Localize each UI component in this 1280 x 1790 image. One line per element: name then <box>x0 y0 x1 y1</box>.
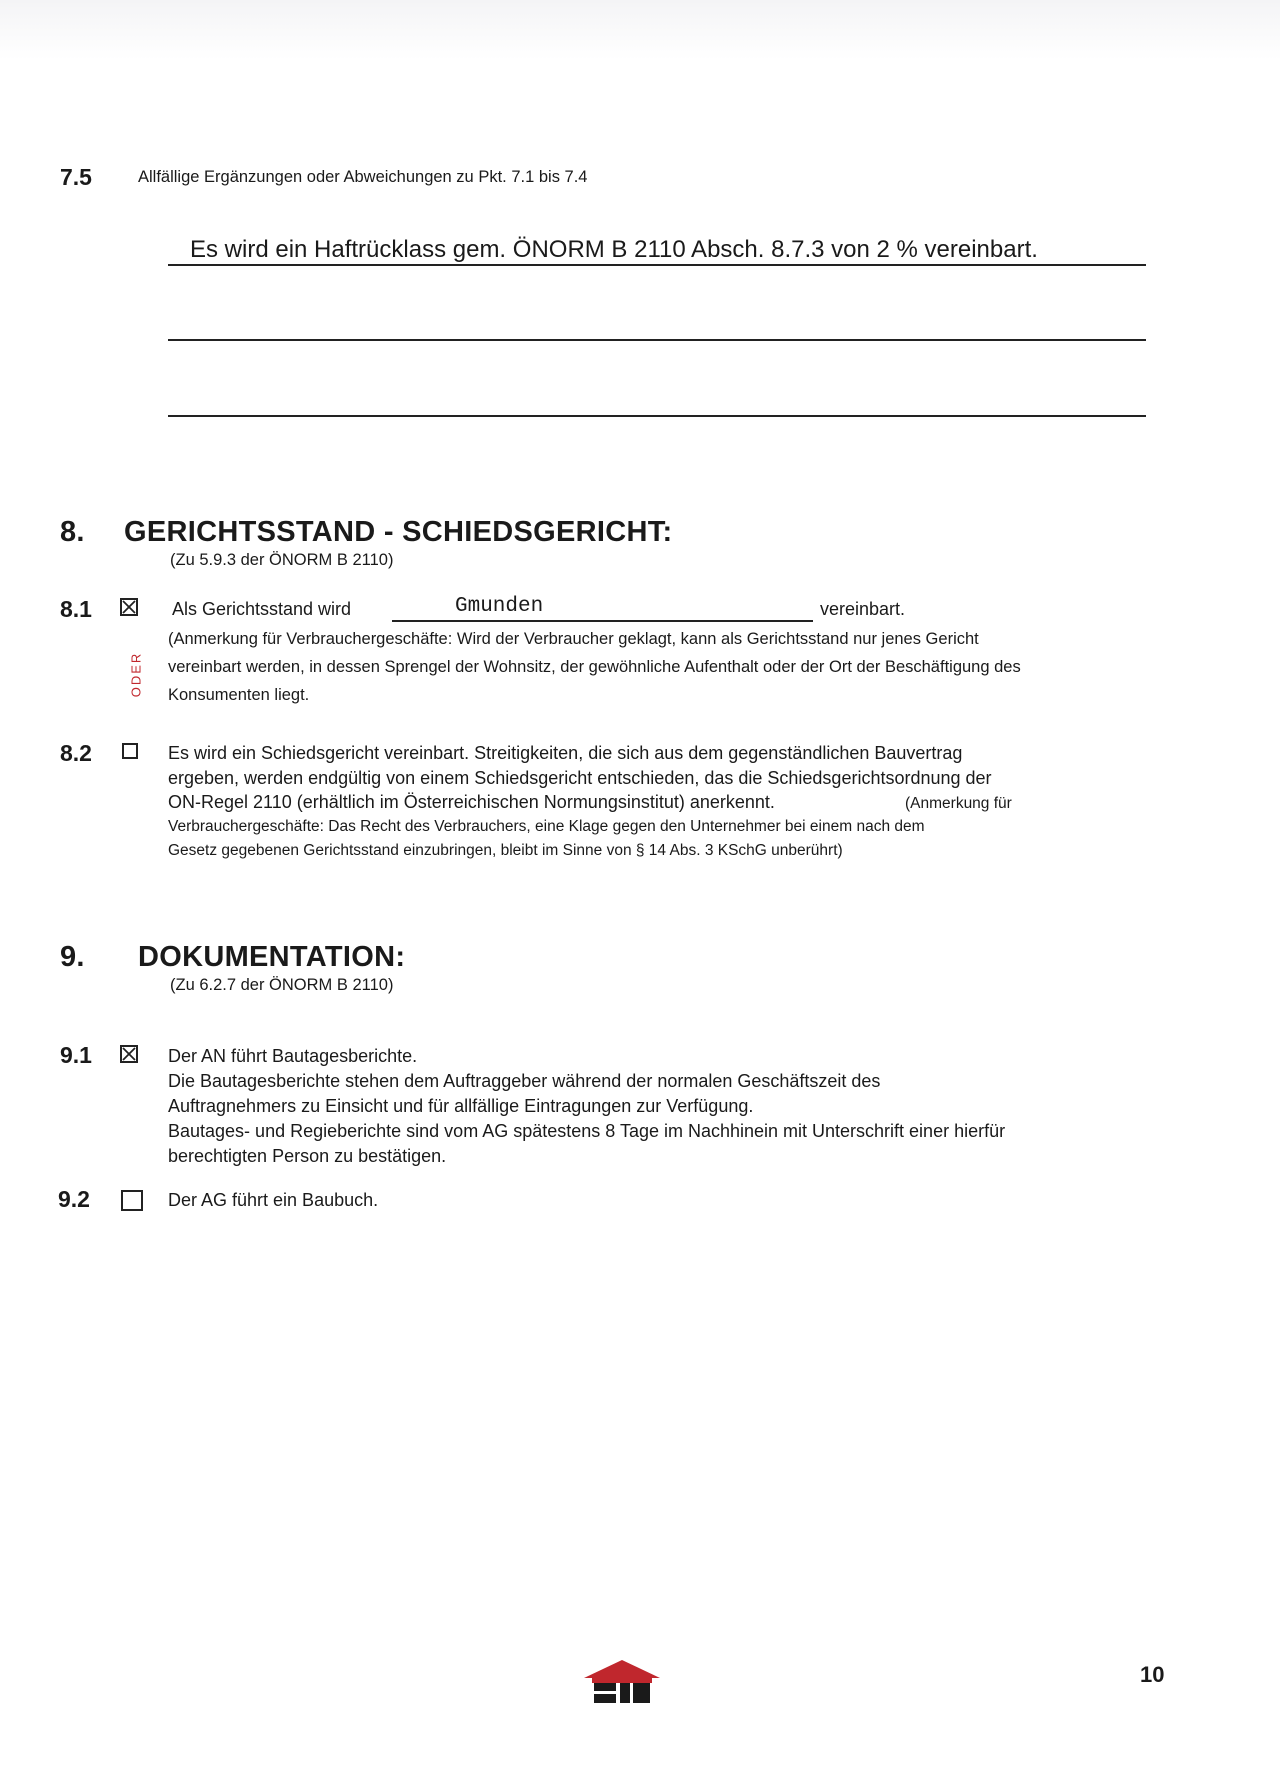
item-8-1-post-text: vereinbart. <box>820 599 906 619</box>
item-9-1-line-5: berechtigten Person zu bestätigen. <box>168 1146 447 1166</box>
section-7-5-line-1-text[interactable]: Es wird ein Haftrücklass gem. ÖNORM B 2110 Absch. 8.7.3 von 2 % vereinbart. <box>190 236 1038 263</box>
page-number: 10 <box>1140 1662 1165 1687</box>
oder-label: ODER <box>128 651 144 697</box>
item-8-2-line-2: ergeben, werden endgültig von einem Schiedsgericht entschieden, das die Schiedsgerichtsordnung der <box>168 768 992 788</box>
item-8-1-checkbox[interactable] <box>120 598 138 616</box>
section-8-title: GERICHTSSTAND - SCHIEDSGERICHT: <box>124 516 673 548</box>
item-9-1-line-1: Der AN führt Bautagesberichte. <box>168 1046 418 1066</box>
section-7-5-number: 7.5 <box>60 164 92 190</box>
item-8-2-number: 8.2 <box>60 740 92 766</box>
section-7-5-line-2 <box>168 339 1146 341</box>
section-7-5-label: Allfällige Ergänzungen oder Abweichungen zu Pkt. 7.1 bis 7.4 <box>138 168 588 186</box>
section-9-subtitle: (Zu 6.2.7 der ÖNORM B 2110) <box>170 976 394 994</box>
checkbox-cross-icon <box>122 600 136 614</box>
item-8-1-note-1: (Anmerkung für Verbrauchergeschäfte: Wird der Verbraucher geklagt, kann als Gerichtsstand nur jenes Gericht <box>168 630 979 648</box>
item-9-1-line-4: Bautages- und Regieberichte sind vom AG spätestens 8 Tage im Nachhinein mit Unterschrift einer hierfür <box>168 1121 1006 1141</box>
item-8-2-line-4: Verbrauchergeschäfte: Das Recht des Verbrauchers, eine Klage gegen den Unternehmer bei einem nach dem <box>168 818 925 835</box>
item-8-1-note-3: Konsumenten liegt. <box>168 686 310 704</box>
section-7-5-line-3 <box>168 415 1146 417</box>
item-8-2-line-5: Gesetz gegebenen Gerichtsstand einzubringen, bleibt im Sinne von § 14 Abs. 3 KSchG unberührt) <box>168 842 843 859</box>
item-9-1-line-3: Auftragnehmers zu Einsicht und für allfällige Eintragungen zur Verfügung. <box>168 1096 754 1116</box>
item-8-1-note-2: vereinbart werden, in dessen Sprengel der Wohnsitz, der gewöhnliche Aufenthalt oder der Ort der Beschäftigung des <box>168 658 1021 676</box>
item-8-2-line-3-note: (Anmerkung für <box>905 795 1012 812</box>
section-9-number: 9. <box>60 941 85 973</box>
item-9-2-line-1: Der AG führt ein Baubuch. <box>168 1190 379 1210</box>
item-9-1-number: 9.1 <box>60 1042 92 1068</box>
item-9-2-checkbox[interactable] <box>121 1190 143 1211</box>
item-8-1-number: 8.1 <box>60 596 92 622</box>
section-7-5-line-1 <box>168 264 1146 266</box>
item-8-2-line-3: ON-Regel 2110 (erhältlich im Österreichischen Normungsinstitut) anerkennt. <box>168 792 775 812</box>
item-8-1-pre-text: Als Gerichtsstand wird <box>172 599 352 619</box>
item-9-1-checkbox[interactable] <box>120 1045 138 1063</box>
oder-label-wrap <box>126 644 146 704</box>
section-8-number: 8. <box>60 516 85 548</box>
court-location-line <box>392 620 813 622</box>
section-9-title: DOKUMENTATION: <box>138 941 406 973</box>
court-location-value[interactable]: Gmunden <box>455 595 544 618</box>
item-9-2-number: 9.2 <box>58 1186 90 1212</box>
item-8-2-line-1: Es wird ein Schiedsgericht vereinbart. Streitigkeiten, die sich aus dem gegenständlichen Bauvertrag <box>168 743 963 763</box>
checkbox-cross-icon <box>122 1047 136 1061</box>
item-9-1-line-2: Die Bautagesberichte stehen dem Auftraggeber während der normalen Geschäftszeit des <box>168 1071 881 1091</box>
item-8-2-checkbox[interactable] <box>122 743 138 759</box>
scan-shadow <box>0 0 1280 60</box>
section-8-subtitle: (Zu 5.9.3 der ÖNORM B 2110) <box>170 551 394 569</box>
company-logo <box>580 1656 664 1706</box>
